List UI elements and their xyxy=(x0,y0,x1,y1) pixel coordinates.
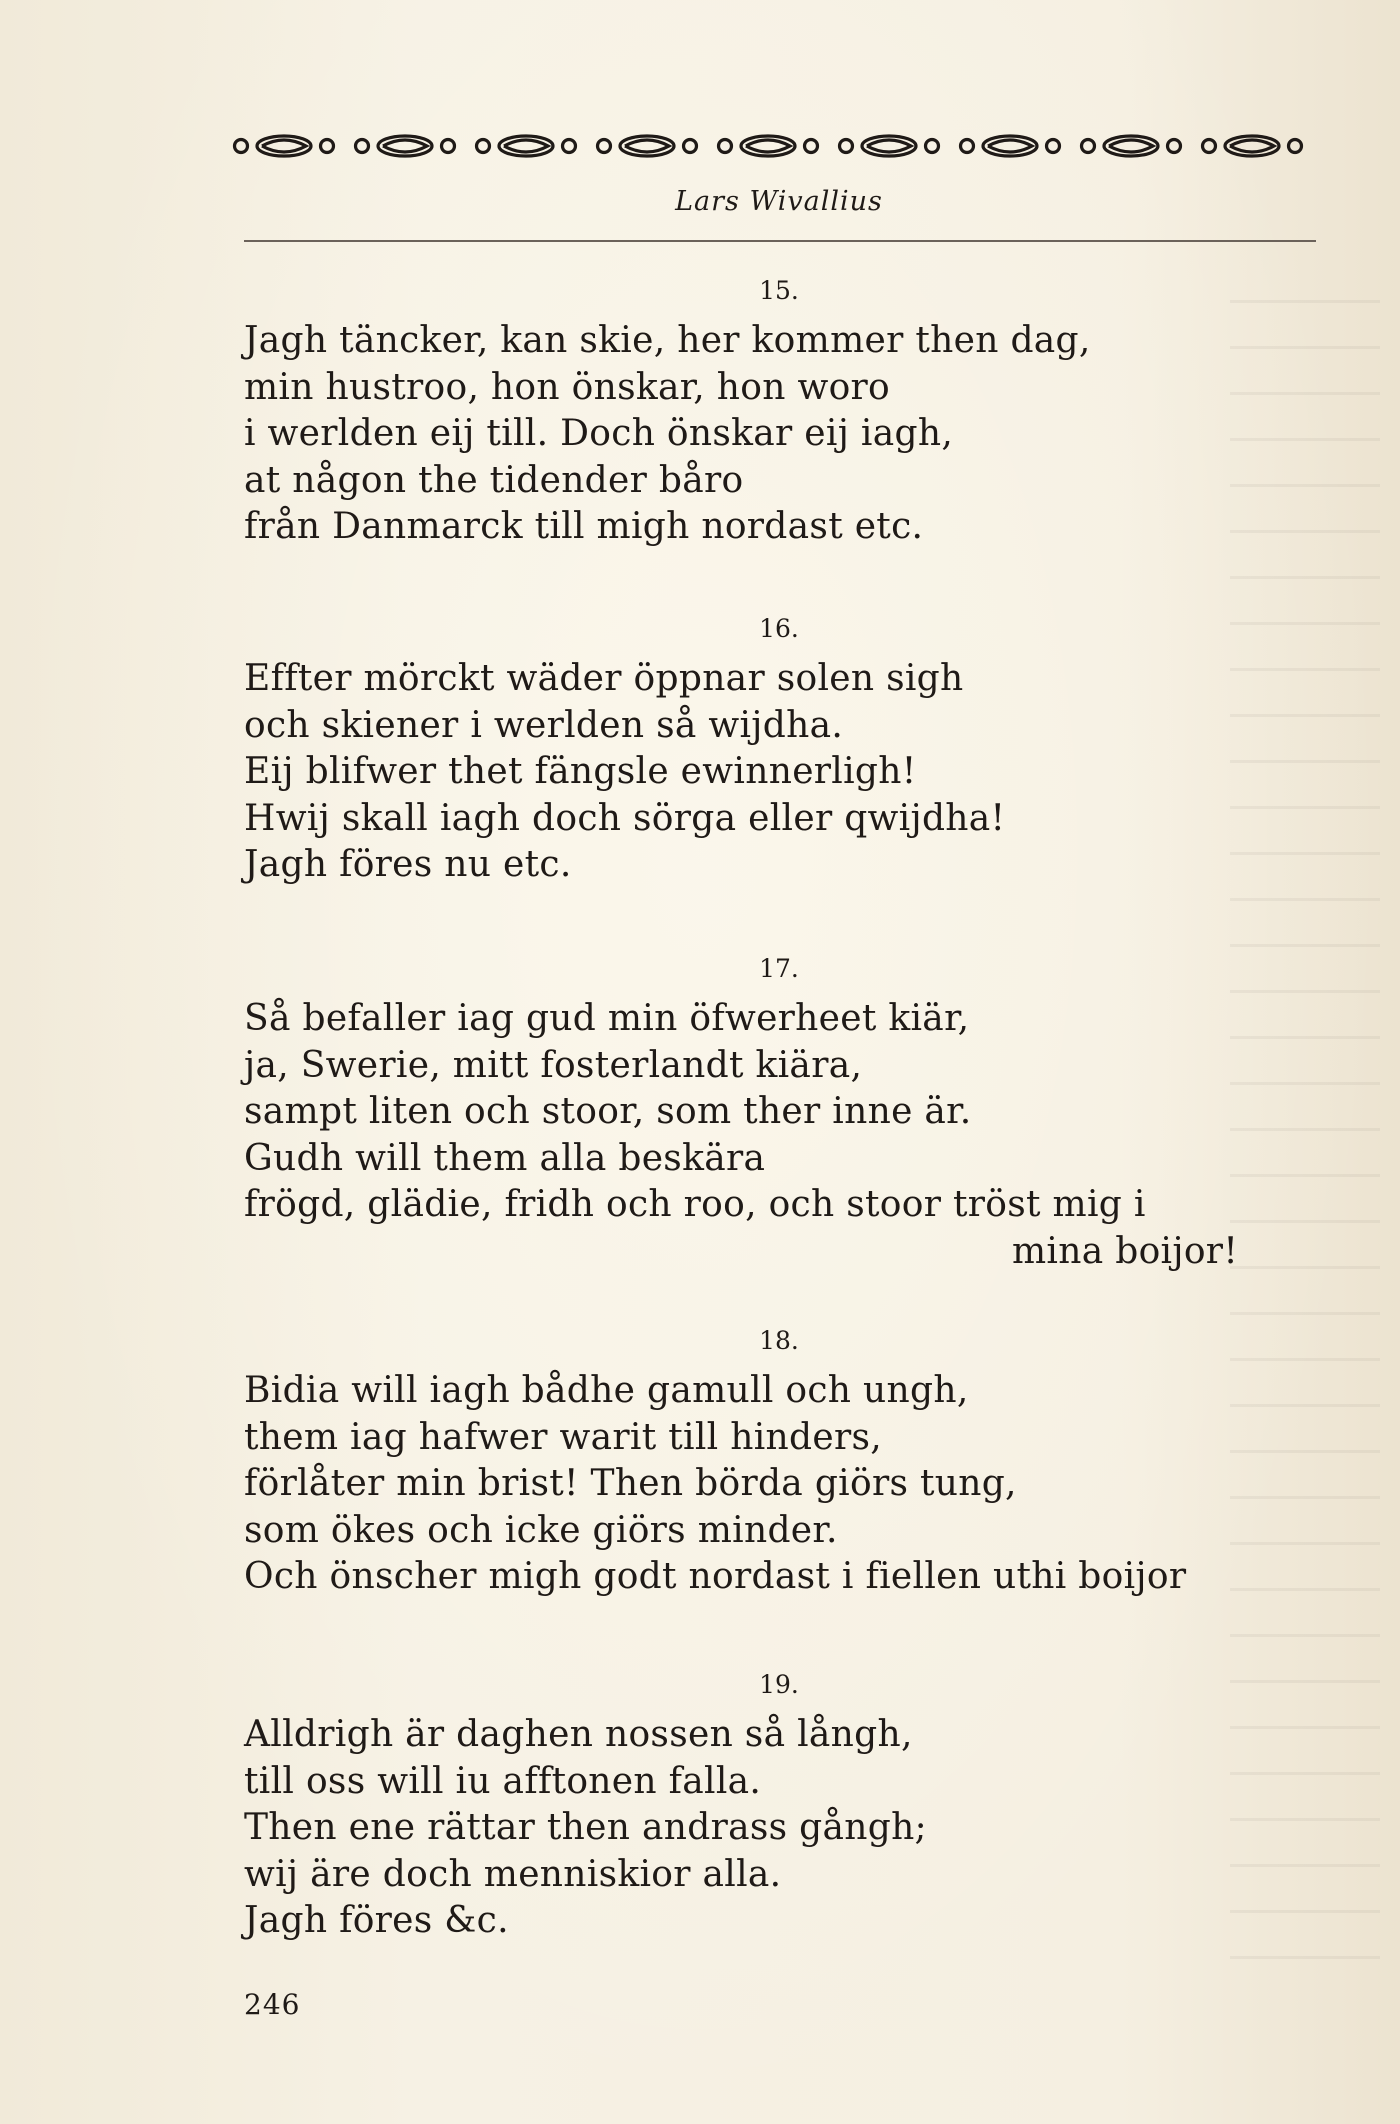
verse-line: från Danmarck till migh nordast etc. xyxy=(244,506,924,548)
verse-line: sampt liten och stoor, som ther inne är. xyxy=(244,1091,972,1133)
verse-line: them iag hafwer warit till hinders, xyxy=(244,1416,882,1458)
verse-line: Jagh täncker, kan skie, her kommer then dag, xyxy=(244,320,1091,361)
stanza-number: 17. xyxy=(759,954,799,983)
verse-line: ja, Swerie, mitt fosterlandt kiära, xyxy=(244,1044,863,1086)
verse-line: Jagh föres nu etc. xyxy=(244,844,572,886)
verse-line: Effter mörckt wäder öppnar solen sigh xyxy=(244,658,964,699)
page-number: 246 xyxy=(244,1988,301,2021)
stanza-18 xyxy=(244,1326,1324,1601)
running-head: Lars Wivallius xyxy=(675,186,883,217)
stanza-number: 16. xyxy=(759,614,799,643)
stanza-17 xyxy=(244,954,1324,1276)
stanza-number: 15. xyxy=(759,276,799,305)
verse-line: Then ene rättar then andrass gångh; xyxy=(244,1807,927,1849)
stanza-15 xyxy=(244,276,1324,551)
ornamental-border xyxy=(232,128,1324,164)
verse-line: Så befaller iag gud min öfwerheet kiär, xyxy=(244,998,970,1039)
verse-line: till oss will iu afftonen falla. xyxy=(244,1760,762,1802)
verse-line: i werlden eij till. Doch önskar eij iagh, xyxy=(244,413,954,455)
verse-line: wij äre doch menniskior alla. xyxy=(244,1853,782,1895)
verse-line: Och önscher migh godt nordast i fiellen uthi boijor xyxy=(244,1556,1187,1598)
verse-line: Eij blifwer thet fängsle ewinnerligh! xyxy=(244,751,917,793)
stanza-number: 19. xyxy=(759,1670,799,1699)
header-rule xyxy=(244,240,1316,242)
verse-line: Hwij skall iagh doch sörga eller qwijdha! xyxy=(244,797,1006,839)
verse-line: Alldrigh är daghen nossen så långh, xyxy=(244,1714,913,1755)
verse-line: och skiener i werlden så wijdha. xyxy=(244,704,844,746)
verse-line: förlåter min brist! Then börda giörs tung, xyxy=(244,1463,1017,1505)
stanza-16 xyxy=(244,614,1324,889)
verse-line: frögd, glädie, fridh och roo, och stoor tröst mig i xyxy=(244,1184,1146,1226)
verse-continuation: mina boijor! xyxy=(1012,1230,1239,1272)
verse-line: Gudh will them alla beskära xyxy=(244,1137,766,1179)
verse-line: Jagh föres &c. xyxy=(244,1900,509,1942)
verse-line: min hustroo, hon önskar, hon woro xyxy=(244,366,891,408)
verse-line: at någon the tidender båro xyxy=(244,459,744,501)
stanza-number: 18. xyxy=(759,1326,799,1355)
verse-line: som ökes och icke giörs minder. xyxy=(244,1509,838,1551)
stanza-19 xyxy=(244,1670,1324,1945)
verse-line: Bidia will iagh bådhe gamull och ungh, xyxy=(244,1370,969,1411)
chain-ornament-icon xyxy=(232,128,1324,164)
